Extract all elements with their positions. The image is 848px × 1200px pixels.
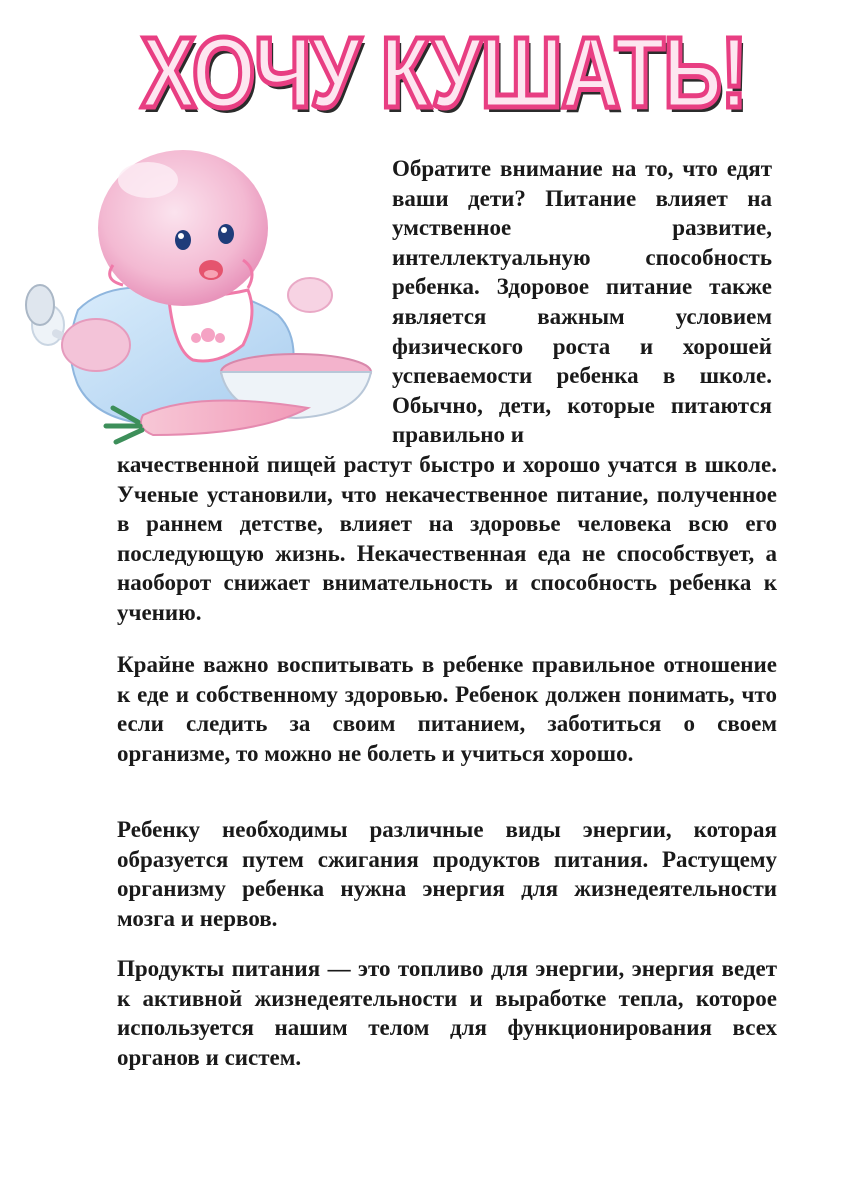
- baby-with-bowl-icon: [18, 140, 378, 460]
- paragraph-intro: Обратите внимание на то, что едят ваши дети? Питание влияет на умственное развитие, интеллектуальную способность ребенка. Здоровое питание также является важным условием физического роста и хорошей успеваемости ребенка в школе. Обычно, дети, которые питаются правильно и: [392, 156, 772, 448]
- page-title: ХОЧУ КУШАТЬ!: [141, 17, 747, 129]
- paragraph-energy: Ребенку необходимы различные виды энергии, которая образуется путем сжигания продуктов питания. Растущему организму ребенка нужна энергия для жизнедеятельности мозга и нервов.: [117, 817, 777, 931]
- paragraph-fuel: Продукты питания — это топливо для энергии, энергия ведет к активной жизнедеятельности и выработке тепла, которое используется нашим телом для функционирования всех органов и систем.: [117, 956, 777, 1070]
- paragraph-attitude: Крайне важно воспитывать в ребенке правильное отношение к еде и собственному здоровью. Ребенок должен понимать, что если следить за своим питанием, заботиться о своем организме, то можно не болеть и учиться хорошо.: [117, 652, 777, 766]
- paragraph-intro-continued: качественной пищей растут быстро и хорошо учатся в школе. Ученые установили, что некачественное питание, полученное в раннем детстве, влияет на здоровье человека всю его последующую жизнь. Некачественная еда не способствует, а наоборот снижает внимательность и способность ребенка к учению.: [117, 452, 777, 625]
